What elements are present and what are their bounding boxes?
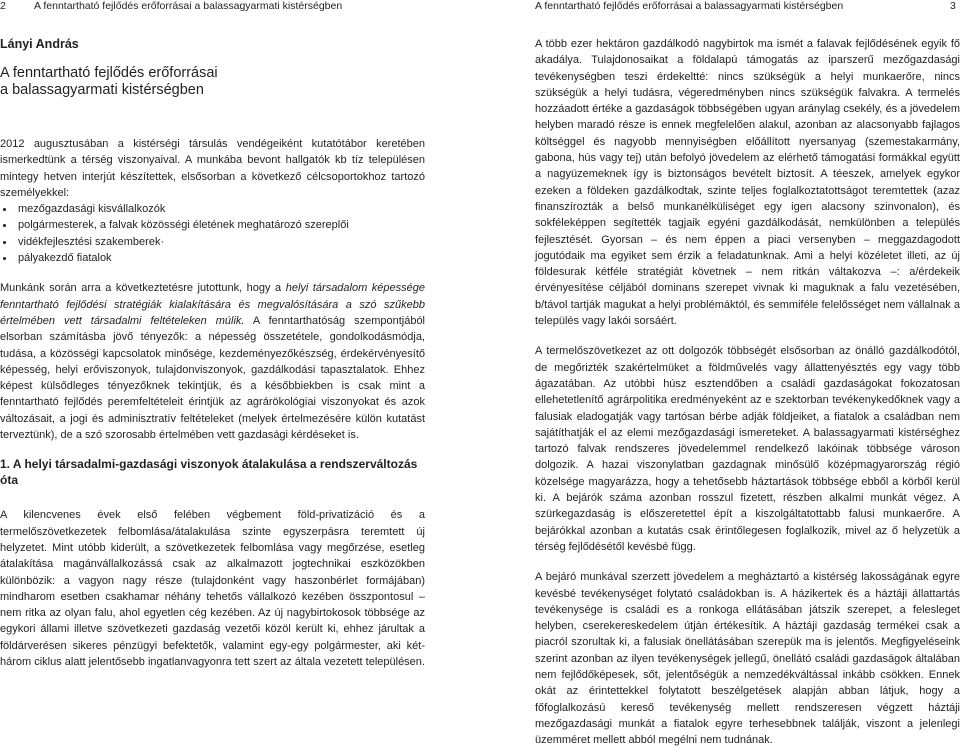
article-title-line-1: A fenntartható fejlődés erőforrásai (0, 65, 218, 81)
paragraph-spacer (535, 329, 960, 343)
conclusion-end: A fenntarthatóság szempontjából elsorban számításba jövő tényezők: a népesség összetétele, gondolkodásmódja, tudása, a közösségi kapcsolatok minősége, kezdeményezőkészség, érdekérvényesítő képesség, helyi erőviszonyok, tulajdonviszonyok, gazdálkodási tapasztalatok. Ehhez képest külsődleges tényezőknek tekintjük, és a későbbiekben is csak mint a fenntartható fejlődés peremfeltételeit érintjük az agrárökológiai viszonyokat és azok változásait, a jogi és adminisztratív feltételeket (melyek értelmezésére külön kutatást terveztünk), de a szó szorosabb értelmében vett gazdasági kérdéseket is. (0, 314, 426, 442)
list-item: pályakezdő fiatalok (0, 250, 425, 266)
section-paragraph: A kilencvenes évek első felében végbement föld-privatizáció és a termelőszövetkezetek felbomlása/átalakulása szinte egyszerpásra teremtett új helyzetet. Mint utóbb kiderült, a szövetkezetek felbomlása vagy megőrzése, esetleg átalakítása magánvállalkozássá csak az alkalmazott jogtechnikai eszközökben különbözik: a vagyon nagy része (tulajdonként vagy haszonbérlet formájában) mindharom esetben csakhamar néhány tehetős vállalkozó kezében összpontosul – nem ritka az olyan falu, ahol egyetlen cég kezében. Az új nagybirtokosok többsége az egykori állami illetve szövetkezeti gazdaság vezetői közöl került ki, ehhez járultak a földárverésen sikeres pénzügyi befektetők, valamint egy-egy polgármester, aki két-három ciklus alatt jelentősebb ingatlanvagyonra tett szert az általa vezetett településen. (0, 509, 425, 669)
conclusion-start: Munkánk során arra a következtetésre jutottunk, hogy a (0, 282, 286, 295)
header-right-running-title: A fenntartható fejlődés erőforrásai a balassagyarmati kistérségben (535, 0, 844, 12)
author-name: Lányi András (0, 37, 79, 51)
section-heading: 1. A helyi társadalmi-gazdasági viszonyok átalakulása a rendszerváltozás óta (0, 457, 418, 488)
target-group-list (0, 201, 425, 266)
article-title-line-2: a balassagyarmati kistérségben (0, 82, 204, 98)
left-column (0, 36, 425, 670)
article-title (0, 65, 425, 99)
intro-paragraph: 2012 augusztusában a kistérségi társulás vendégeiként kutatótábor keretében ismerkedtünk a térség viszonyaival. A munkába bevont hallgatók kb tíz településen mintegy hetven interjút készítettek, elsősorban a következő célcsoportokhoz tartozó személyekkel: (0, 138, 425, 199)
list-item: mezőgazdasági kisvállalkozók (0, 201, 425, 217)
header-left-running-title: A fenntartható fejlődés erőforrásai a balassagyarmati kistérségben (34, 0, 343, 12)
body-paragraph: A bejáró munkával szerzett jövedelem a megháztartó a kistérség lakosságának egyre kevésbé tevékenységet folytató családokban is. A házikertek és a háztáji állattartás tevékenysége is családi es a ronkoga ellátásában játszik szerepet, a felesleget helyben, cserekereskedelem útján értékesítik. A háztáji gazdaság termékei csak a piacról szorultak ki, a falusiak önellátásában szerepük ma is jelentős. Megfigyeléseink szerint azonban az ilyen tevékenységek jellegű, önellátó családi gazdaságok általában nem fejlődőképesek, sőt, jelentőségük a nemzedékváltással inkább csökken. Ennek okát az érintettekkel folytatott beszélgetések alapján abban látjuk, hogy a főfoglalkozású kereső tevékenység mellett rendszeresen végzett háztáji mezőgazdasági munkát a fiatalok egyre terhesebbnek találják, viszont a jelenlegi üzemméret mellett abból megélni nem tudnának. (535, 571, 960, 747)
body-paragraph: A több ezer hektáron gazdálkodó nagybirtok ma ismét a falavak fejlődésének egyik fő akadálya. Tulajdonosaikat a földalapú támogatás az iparszerű mezőgazdasági tevékenységben teszi érdekeltté: nincs szükségük a helyi munkaerőre, nincs szükségük a helyi tudásra, végeredményben nincs szükségük falvakra. A termelés hozzáadott értéke a gazdaságok többségében ugyan aránylag csekély, és a jövedelem helyben maradó része is ennek megfelelően alakul, azonban az alacsonyabb fajlagos költséggel és nagyobb mennyiségben előállított nyersanyag (szemestakarmány, gabona, hús vagy tej) után befolyó jövedelem az elérhető támogatási formákkal együtt a nagyüzemeknek így is biztonságos bevételt biztosít. A téeszek, amelyek egykor ezeken a földeken gazdálkodtak, szinte teljes foglalkoztatottságot teremtettek (azaz finanszírozták a belső munkanélküliséget egy igen alacsony szinvonalon), és sokféleképpen segítették tagjaik egyéni gazdálkodását, nemkülönben a település fejlesztését. Gyorsan – és nem éppen a piaci versenyben – meggazdagodott jogutódaik ma egyiket sem érzik a feladatunknak. Ami a helyi közéletet illeti, az új földesurak kétféle stratégiát követnek – nem ritkán váltakozva –: a/érdekeik érvényesítése céljából dominans szerepet vivnak ki maguknak a falu vezetésében, b/távol tartják magukat a helyi problémáktól, és semmiféle felelősséget nem vállalnak a település vagy lakói sorsáért. (535, 38, 960, 328)
header-left-page-number: 2 (0, 0, 6, 12)
body-paragraph: A termelőszövetkezet az ott dolgozók többségét elsősorban az önálló gazdálkodótól, de megőrizték szakértelmüket a földművelés vagy állattenyésztés egy vagy több ágazatában. Az utóbbi húsz esztendőben a családi gazdaságokat fokozatosan ellehetetlenítő agrárpolitika eredményeként az e szektorban tevékenykedőknek vagy a falusiak eladogatják vagy tartósan bérbe adják földjeiket, a fiatalok a családban nem sajátíthatják el az elemi mezőgazdasági ismereteket. A balassagyarmati kistérséghez tartozó falvak rendszeres jövedelemmel rendelkező lakóinak többsége városon dolgozik. A hazai viszonylatban gazdagnak minősülő középmagyarország régió közelsége magyarázza, hogy a tehetősebb háztartások többsége ebből a körből kerül ki. A bejárók száma azonban rosszul fizetett, részben alkalmi munkát végez. A szürkegazdaság is előszeretettel épít a kiszolgáltatottabb falusi munkaerőre. A bejárókkal azonban a kutatás csak érintőlegesen foglalkozik, mivel az ő helyzetük a térség fejlődésétől kevésbé függ. (535, 345, 960, 553)
header-right-page-number: 3 (950, 0, 956, 12)
list-item: vidékfejlesztési szakemberek· (0, 234, 425, 250)
conclusion-paragraph (0, 280, 425, 443)
paragraph-spacer (535, 555, 960, 569)
right-column (535, 36, 960, 748)
list-item: polgármesterek, a falvak közösségi életének meghatározó szereplői (0, 217, 425, 233)
conclusion-emphasis: helyi társadalom képessége fenntartható fejlődési stratégiák kialakítására és megvalósítására a szó szűkebb értelmében vett társadalmi feltételeken múlik. (0, 282, 425, 327)
